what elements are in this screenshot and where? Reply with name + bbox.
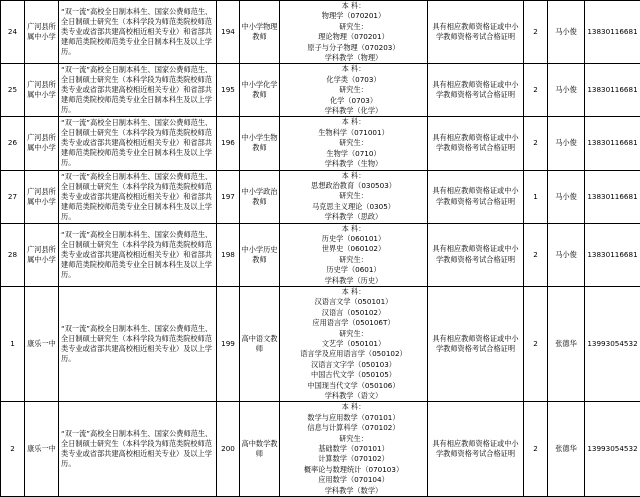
major-line: 汉语言文字学（050103） [281,360,426,370]
major-line: 研究生： [281,255,426,265]
majors-cell [280,170,428,223]
post-name-cell: 中小学政治教师 [240,170,280,223]
count-cell: 1 [524,170,548,223]
count-cell: 2 [524,64,548,117]
major-line: 基础数学（070101） [281,444,426,454]
contact-cell: 马小俊 [548,1,585,64]
majors-cell [280,286,428,401]
post-code-cell: 197 [217,170,240,223]
major-line: 历史学（060101） [281,234,426,244]
phone-cell: 13993054532 [585,402,640,497]
major-line: 化学（0703） [281,96,426,106]
cert-cell: 具有相应教师资格证或中小学教师资格考试合格证明 [428,170,524,223]
major-line: 研究生： [281,85,426,95]
post-code-cell: 194 [217,1,240,64]
major-line: 本 科： [281,171,426,181]
post-name-cell: 高中数学教师 [240,402,280,497]
major-line: 学科教学（历史） [281,276,426,286]
phone-cell: 13993054532 [585,286,640,401]
major-line: 化学类（0703） [281,75,426,85]
majors-cell [280,223,428,286]
major-line: 学科教学（生物） [281,159,426,169]
count-cell: 2 [524,117,548,170]
major-line: 研究生： [281,191,426,201]
major-line: 汉语言文学（050101） [281,297,426,307]
major-line: 学科教学（物理） [281,53,426,63]
seq-cell: 1 [1,286,25,401]
major-line: 本 科： [281,402,426,412]
count-cell: 2 [524,286,548,401]
major-line: 马克思主义理论（0305） [281,202,426,212]
unit-cell: 广河县所属中小学 [25,1,59,64]
major-line: 理论物理（070201） [281,32,426,42]
requirement-cell: “双一流”高校全日制本科生、国家公费师范生、全日制硕士研究生（本科学段为师范类院校师范类专业或省部共建高校相近相关专业）和省部共建师范类院校师范类专业全日制本科生及以上学历。 [59,64,217,117]
major-line: 本 科： [281,224,426,234]
major-line: 生物学（0710） [281,149,426,159]
major-line: 研究生： [281,138,426,148]
phone-cell: 13830116681 [585,223,640,286]
post-name-cell: 中小学化学教师 [240,64,280,117]
unit-cell: 广河县所属中小学 [25,223,59,286]
major-line: 研究生： [281,22,426,32]
majors-cell [280,64,428,117]
table-row [1,64,640,117]
major-line: 思想政治教育（030503） [281,181,426,191]
cert-cell: 具有相应教师资格证或中小学教师资格考试合格证明 [428,117,524,170]
major-line: 中国古代文学（050105） [281,370,426,380]
post-name-cell: 中小学生物教师 [240,117,280,170]
major-line: 本 科： [281,287,426,297]
seq-cell: 2 [1,402,25,497]
post-name-cell: 中小学历史教师 [240,223,280,286]
major-line: 学科教学（化学） [281,106,426,116]
cert-cell: 具有相应教师资格证或中小学教师资格考试合格证明 [428,64,524,117]
requirement-cell: “双一流”高校全日制本科生、国家公费师范生、全日制硕士研究生（本科学段为师范类院校师范类专业或省部共建高校相近相关专业）及以上学历。 [59,402,217,497]
major-line: 中国现当代文学（050106） [281,381,426,391]
table-row [1,1,640,64]
major-line: 研究生： [281,329,426,339]
phone-cell: 13830116681 [585,1,640,64]
major-line: 本 科： [281,117,426,127]
major-line: 汉语言（050102） [281,308,426,318]
major-line: 信息与计算科学（070102） [281,423,426,433]
phone-cell: 13830116681 [585,170,640,223]
major-line: 学科教学（思政） [281,212,426,222]
table-row [1,223,640,286]
post-name-cell: 中小学物理教师 [240,1,280,64]
major-line: 研究生： [281,434,426,444]
major-line: 本 科： [281,1,426,11]
cert-cell: 具有相应教师资格证或中小学教师资格考试合格证明 [428,402,524,497]
major-line: 计算数学（070102） [281,454,426,464]
major-line: 数学与应用数学（070101） [281,413,426,423]
major-line: 生物科学（071001） [281,128,426,138]
requirement-cell: “双一流”高校全日制本科生、国家公费师范生、全日制硕士研究生（本科学段为师范类院校师范类专业或省部共建高校相近相关专业）和省部共建师范类院校师范类专业全日制本科生及以上学历。 [59,170,217,223]
major-line: 学科教学（语文） [281,391,426,401]
major-line: 学科教学（数学） [281,486,426,496]
contact-cell: 马小俊 [548,64,585,117]
unit-cell: 康乐一中 [25,402,59,497]
requirement-cell: “双一流”高校全日制本科生、国家公费师范生、全日制硕士研究生（本科学段为师范类院校师范类专业或省部共建高校相近相关专业）及以上学历。 [59,286,217,401]
major-line: 概率论与数理统计（070103） [281,465,426,475]
majors-cell [280,402,428,497]
requirement-cell: “双一流”高校全日制本科生、国家公费师范生、全日制硕士研究生（本科学段为师范类院校师范类专业或省部共建高校相近相关专业）和省部共建师范类院校师范类专业全日制本科生及以上学历。 [59,117,217,170]
post-code-cell: 200 [217,402,240,497]
requirement-cell: “双一流”高校全日制本科生、国家公费师范生、全日制硕士研究生（本科学段为师范类院校师范类专业或省部共建高校相近相关专业）和省部共建师范类院校师范类专业全日制本科生及以上学历。 [59,1,217,64]
unit-cell: 广河县所属中小学 [25,170,59,223]
major-line: 语言学及应用语言学（050102） [281,349,426,359]
unit-cell: 广河县所属中小学 [25,64,59,117]
seq-cell: 25 [1,64,25,117]
seq-cell: 26 [1,117,25,170]
requirement-cell: “双一流”高校全日制本科生、国家公费师范生、全日制硕士研究生（本科学段为师范类院校师范类专业或省部共建高校相近相关专业）和省部共建师范类院校师范类专业全日制本科生及以上学历。 [59,223,217,286]
table-row [1,170,640,223]
unit-cell: 康乐一中 [25,286,59,401]
phone-cell: 13830116681 [585,117,640,170]
post-code-cell: 196 [217,117,240,170]
major-line: 原子与分子物理（070203） [281,43,426,53]
table-row [1,117,640,170]
count-cell: 2 [524,1,548,64]
major-line: 物理学（070201） [281,11,426,21]
cert-cell: 具有相应教师资格证或中小学教师资格考试合格证明 [428,1,524,64]
major-line: 应用语言学（050106T） [281,318,426,328]
major-line: 世界史（060102） [281,244,426,254]
seq-cell: 24 [1,1,25,64]
contact-cell: 张德华 [548,402,585,497]
contact-cell: 马小俊 [548,223,585,286]
major-line: 文艺学（050101） [281,339,426,349]
major-line: 应用数学（070104） [281,475,426,485]
cert-cell: 具有相应教师资格证或中小学教师资格考试合格证明 [428,223,524,286]
phone-cell: 13830116681 [585,64,640,117]
majors-cell [280,1,428,64]
majors-cell [280,117,428,170]
contact-cell: 马小俊 [548,170,585,223]
seq-cell: 27 [1,170,25,223]
post-code-cell: 199 [217,286,240,401]
contact-cell: 马小俊 [548,117,585,170]
count-cell: 2 [524,223,548,286]
cert-cell: 具有相应教师资格证或中小学教师资格考试合格证明 [428,286,524,401]
post-code-cell: 195 [217,64,240,117]
contact-cell: 张德华 [548,286,585,401]
post-name-cell: 高中语文教师 [240,286,280,401]
unit-cell: 广河县所属中小学 [25,117,59,170]
table-row [1,286,640,401]
seq-cell: 28 [1,223,25,286]
count-cell: 2 [524,402,548,497]
major-line: 本 科： [281,64,426,74]
major-line: 历史学（0601） [281,265,426,275]
table-row [1,402,640,497]
post-code-cell: 198 [217,223,240,286]
